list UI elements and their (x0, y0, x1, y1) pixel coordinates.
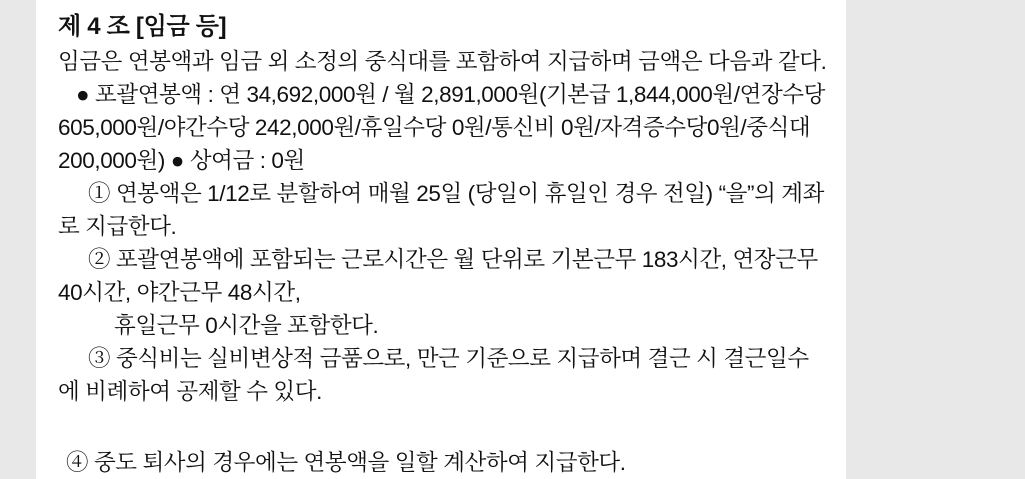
paragraph-salary-breakdown: ● 포괄연봉액 : 연 34,692,000원 / 월 2,891,000원(기본급 1,844,000원/연장수당 605,000원/야간수당 242,000원/휴일수당 0원/통신비 0원/자격증수당0원/중식대 200,000원) ● 상여금 : 0원 (58, 81, 825, 173)
clipped-bottom-line (36, 450, 846, 479)
document-content (36, 0, 846, 408)
paragraph-clause-3: ③ 중식비는 실비변상적 금품으로, 만근 기준으로 지급하며 결근 시 결근일수에 비례하여 공제할 수 있다. (58, 346, 809, 405)
paragraph-clause-2: ② 포괄연봉액에 포함되는 근로시간은 월 단위로 기본근무 183시간, 연장근무 40시간, 야간근무 48시간, (58, 247, 818, 306)
article-heading: 제 4 조 [임금 등] (58, 13, 227, 40)
paragraph-intro: 임금은 연봉액과 임금 외 소정의 중식대를 포함하여 지급하며 금액은 다음과 같다. (58, 48, 827, 74)
paragraph-clause-1: ① 연봉액은 1/12로 분할하여 매월 25일 (당일이 휴일인 경우 전일) “을”의 계좌로 지급한다. (58, 180, 824, 240)
paragraph-clause-2-cont: 휴일근무 0시간을 포함한다. (114, 313, 379, 339)
right-margin (846, 0, 1025, 479)
paragraph-clause-4-partial: ④ 중도 퇴사의 경우에는 연봉액을 일할 계산하여 지급한다. (66, 450, 626, 475)
left-margin (0, 0, 36, 479)
document-page (36, 0, 846, 479)
